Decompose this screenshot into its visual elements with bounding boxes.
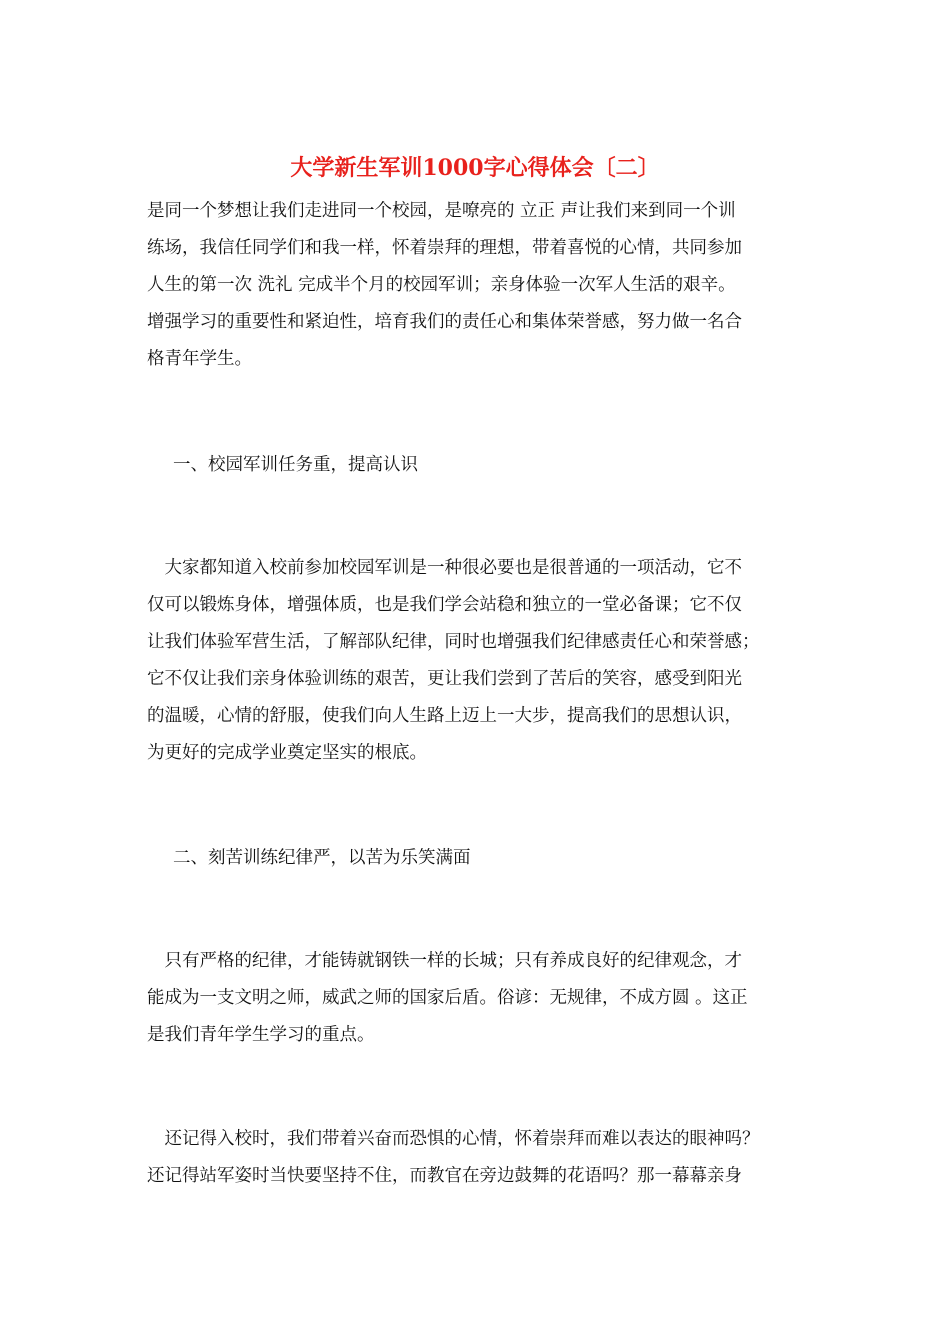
- section1-line: 为更好的完成学业奠定坚实的根底。: [147, 743, 427, 763]
- section1-line: 仅可以锻炼身体，增强体质，也是我们学会站稳和独立的一堂必备课；它不仅: [147, 595, 742, 615]
- intro-line: 人生的第一次 洗礼 完成半个月的校园军训；亲身体验一次军人生活的艰辛。: [147, 275, 736, 295]
- section2-p2-line: 还记得站军姿时当快要坚持不住，而教官在旁边鼓舞的花语吗？那一幕幕亲身: [147, 1166, 742, 1186]
- section2-p1-line: 能成为一支文明之师，威武之师的国家后盾。俗谚：无规律，不成方圆 。这正: [147, 988, 748, 1008]
- section-heading-2: 二、刻苦训练纪律严，以苦为乐笑满面: [173, 848, 471, 868]
- section2-p1-line: 是我们青年学生学习的重点。: [147, 1025, 375, 1045]
- section-heading-1: 一、校园军训任务重，提高认识: [173, 455, 418, 475]
- section2-p2-line: 还记得入校时，我们带着兴奋而恐惧的心情，怀着崇拜而难以表达的眼神吗？: [147, 1129, 760, 1149]
- section1-line: 让我们体验军营生活，了解部队纪律，同时也增强我们纪律感责任心和荣誉感；: [147, 632, 760, 652]
- intro-line: 增强学习的重要性和紧迫性，培育我们的责任心和集体荣誉感，努力做一名合: [147, 312, 742, 332]
- section1-line: 大家都知道入校前参加校园军训是一种很必要也是很普通的一项活动，它不: [147, 558, 742, 578]
- section1-line: 的温暖，心情的舒服，使我们向人生路上迈上一大步，提高我们的思想认识，: [147, 706, 742, 726]
- intro-line: 练场，我信任同学们和我一样，怀着崇拜的理想，带着喜悦的心情，共同参加: [147, 238, 742, 258]
- document-title: 大学新生军训1000字心得体会〔二〕: [290, 155, 660, 181]
- intro-line: 格青年学生。: [147, 349, 252, 369]
- intro-line: 是同一个梦想让我们走进同一个校园，是嘹亮的 立正 声让我们来到同一个训: [147, 201, 736, 221]
- section2-p1-line: 只有严格的纪律，才能铸就钢铁一样的长城；只有养成良好的纪律观念，才: [147, 951, 742, 971]
- section1-line: 它不仅让我们亲身体验训练的艰苦，更让我们尝到了苦后的笑容，感受到阳光: [147, 669, 742, 689]
